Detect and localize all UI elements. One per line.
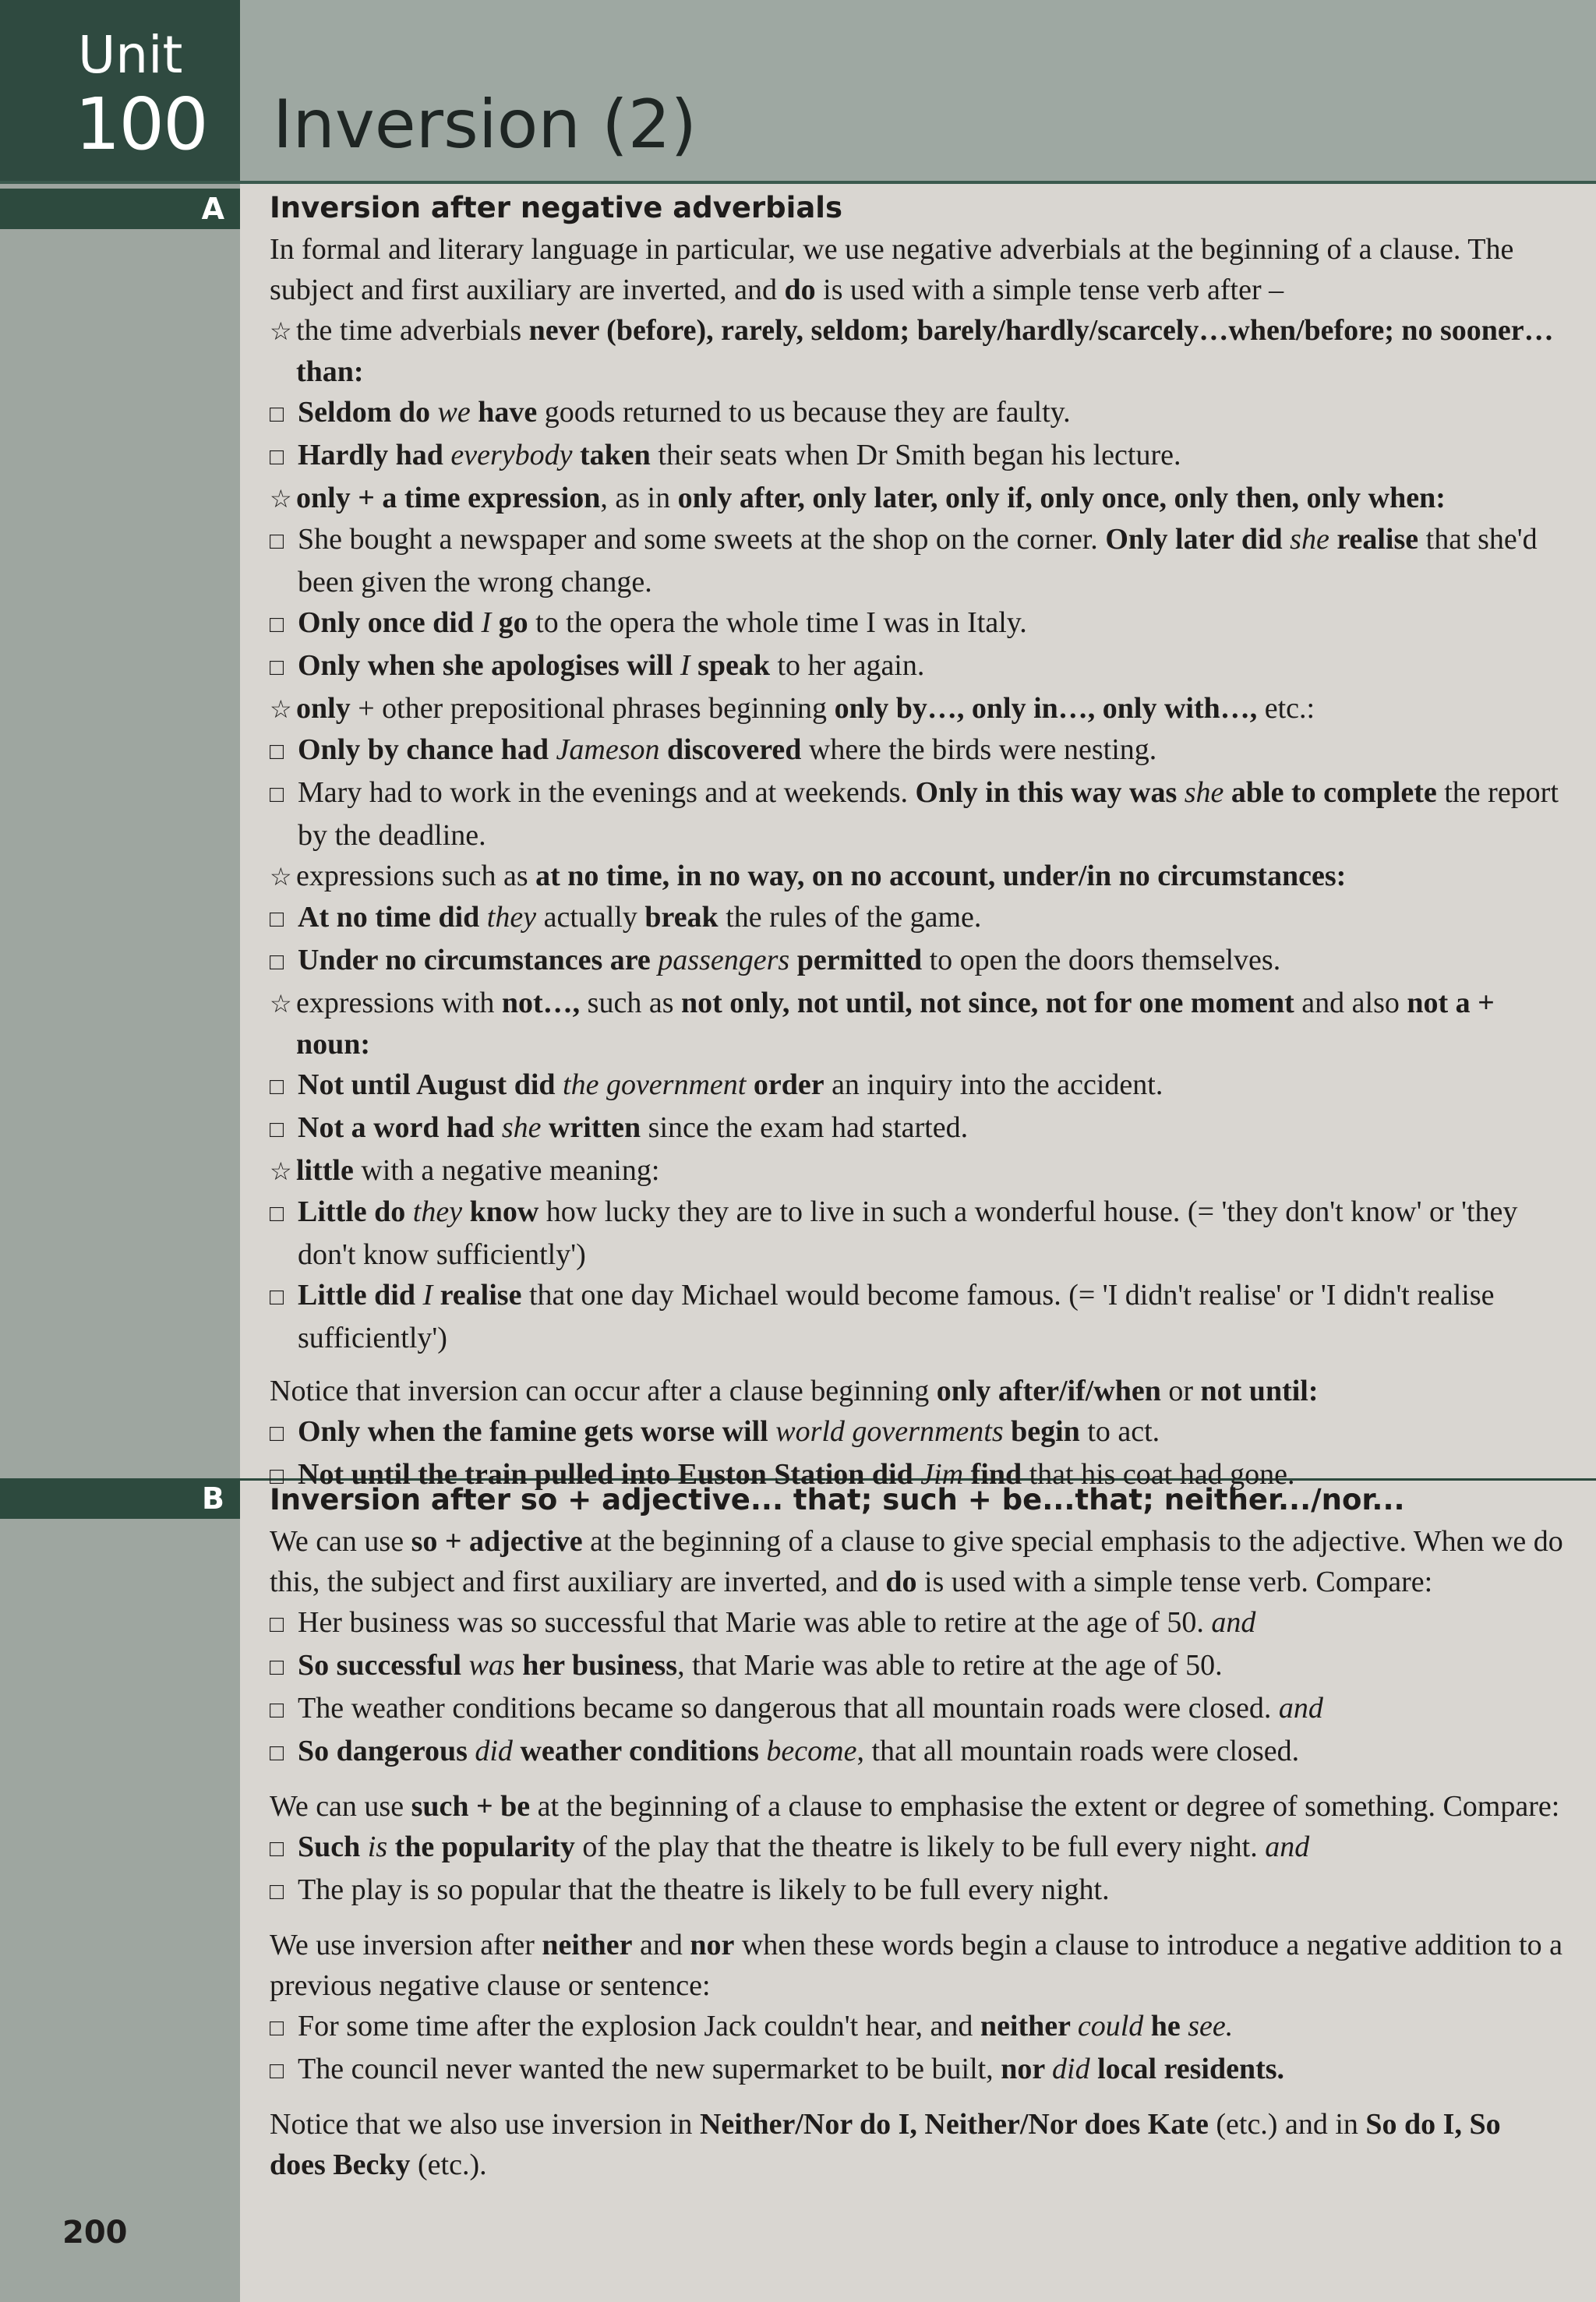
section-b-marker: B bbox=[0, 1478, 240, 1519]
square-icon: □ bbox=[270, 1117, 284, 1142]
section-b bbox=[270, 1479, 1563, 2185]
section-b-paragraph: We can use such + be at the beginning of a clause to emphasise the extent or degree of something. Compare: bbox=[270, 1790, 1560, 1823]
star-icon: ☆ bbox=[270, 317, 292, 345]
square-icon: □ bbox=[270, 1201, 284, 1227]
square-icon: □ bbox=[270, 1284, 284, 1310]
square-icon: □ bbox=[270, 1654, 284, 1680]
bullet-item: ☆ expressions such as at no time, in no way, on no account, under/in no circumstances: bbox=[270, 856, 1563, 897]
square-icon: □ bbox=[270, 401, 284, 427]
square-icon: □ bbox=[270, 2058, 284, 2084]
square-icon: □ bbox=[270, 444, 284, 470]
section-a-intro: In formal and literary language in particular, we use negative adverbials at the beginning of a clause. The subject and first auxiliary are inverted, and do is used with a simple tense verb after – bbox=[270, 233, 1514, 306]
example-sentence: □ For some time after the explosion Jack couldn't hear, and neither could he see. bbox=[270, 2006, 1563, 2049]
page-number: 200 bbox=[62, 2215, 128, 2251]
section-b-paragraph: We can use so + adjective at the beginning of a clause to give special emphasis to the adjective. When we do this, the subject and first auxiliary are inverted, and do is used with a simple tense verb. Compare: bbox=[270, 1525, 1563, 1598]
section-b-paragraphs bbox=[270, 1521, 1563, 2185]
star-icon: ☆ bbox=[270, 863, 292, 891]
example-sentence: □ The council never wanted the new supermarket to be built, nor did local residents. bbox=[270, 2049, 1563, 2092]
unit-label: Unit bbox=[78, 25, 183, 85]
example-sentence: □ Little did I realise that one day Michael would become famous. (= 'I didn't realise' or 'I didn't realise sufficiently') bbox=[270, 1279, 1495, 1354]
example-sentence: □ Hardly had everybody taken their seats when Dr Smith began his lecture. bbox=[270, 435, 1563, 478]
title-band bbox=[240, 0, 1596, 181]
section-a-marker: A bbox=[0, 189, 240, 229]
square-icon: □ bbox=[270, 1879, 284, 1905]
bullet-item: ☆ little with a negative meaning: bbox=[270, 1150, 1563, 1192]
star-icon: ☆ bbox=[270, 1157, 292, 1185]
star-icon: ☆ bbox=[270, 485, 292, 513]
square-icon: □ bbox=[270, 655, 284, 680]
square-icon: □ bbox=[270, 1074, 284, 1100]
unit-number: 100 bbox=[75, 83, 207, 166]
example-sentence: □ At no time did they actually break the rules of the game. bbox=[270, 897, 1563, 940]
section-b-heading: Inversion after so + adjective... that; such + be...that; neither.../nor... bbox=[270, 1483, 1405, 1516]
square-icon: □ bbox=[270, 1740, 284, 1766]
example-sentence: □ The weather conditions became so dangerous that all mountain roads were closed. and bbox=[270, 1688, 1563, 1731]
square-icon: □ bbox=[270, 739, 284, 764]
example-sentence: □ Under no circumstances are passengers permitted to open the doors themselves. bbox=[270, 940, 1563, 983]
example-sentence: □ Not a word had she written since the exam had started. bbox=[270, 1107, 1563, 1150]
square-icon: □ bbox=[270, 782, 284, 807]
square-icon: □ bbox=[270, 528, 284, 554]
unit-box bbox=[0, 0, 240, 181]
square-icon: □ bbox=[270, 612, 284, 637]
example-sentence: □ Little do they know how lucky they are to live in such a wonderful house. (= 'they don't know' or 'they don't know sufficiently') bbox=[270, 1195, 1518, 1271]
square-icon: □ bbox=[270, 1421, 284, 1446]
example-sentence: □ Not until the train pulled into Euston Station did Jim find that his coat had gone. bbox=[270, 1454, 1563, 1497]
bullet-item: ☆ expressions with not…, such as not only, not until, not since, not for one moment and also not a + noun: bbox=[270, 983, 1563, 1064]
left-margin-column bbox=[0, 184, 240, 2302]
example-sentence: □ Only when the famine gets worse will world governments begin to act. bbox=[270, 1411, 1563, 1454]
example-sentence: □ Not until August did the government order an inquiry into the accident. bbox=[270, 1064, 1563, 1107]
star-icon: ☆ bbox=[270, 695, 292, 723]
example-sentence: □ She bought a newspaper and some sweets at the shop on the corner. Only later did she realise that she'd been given the wrong change. bbox=[270, 523, 1538, 598]
example-sentence: □ Only when she apologises will I speak to her again. bbox=[270, 645, 1563, 688]
example-sentence: □ Mary had to work in the evenings and at weekends. Only in this way was she able to complete the report by the deadline. bbox=[270, 776, 1559, 852]
square-icon: □ bbox=[270, 1697, 284, 1723]
square-icon: □ bbox=[270, 949, 284, 975]
square-icon: □ bbox=[270, 1612, 284, 1637]
square-icon: □ bbox=[270, 906, 284, 932]
example-sentence: □ Such is the popularity of the play that the theatre is likely to be full every night. and bbox=[270, 1827, 1563, 1869]
example-sentence: □ Seldom do we have goods returned to us because they are faulty. bbox=[270, 392, 1563, 435]
example-sentence: □ Only by chance had Jameson discovered where the birds were nesting. bbox=[270, 729, 1563, 772]
example-sentence: □ Only once did I go to the opera the whole time I was in Italy. bbox=[270, 602, 1563, 645]
example-sentence: □ So successful was her business, that Marie was able to retire at the age of 50. bbox=[270, 1645, 1563, 1688]
example-sentence: □ So dangerous did weather conditions become, that all mountain roads were closed. bbox=[270, 1731, 1563, 1774]
example-sentence: □ The play is so popular that the theatre is likely to be full every night. bbox=[270, 1869, 1563, 1912]
bullet-item: ☆ only + other prepositional phrases beginning only by…, only in…, only with…, etc.: bbox=[270, 688, 1563, 729]
square-icon: □ bbox=[270, 1463, 284, 1489]
bullet-item: ☆ only + a time expression, as in only after, only later, only if, only once, only then, only when: bbox=[270, 478, 1563, 519]
section-a-groups bbox=[270, 310, 1563, 1358]
section-a bbox=[270, 187, 1563, 1497]
section-b-paragraph: We use inversion after neither and nor when these words begin a clause to introduce a negative addition to a previous negative clause or sentence: bbox=[270, 1929, 1562, 2002]
star-icon: ☆ bbox=[270, 990, 292, 1018]
page-title: Inversion (2) bbox=[273, 86, 697, 164]
square-icon: □ bbox=[270, 1836, 284, 1862]
section-a-notice: Notice that inversion can occur after a clause beginning only after/if/when or not until: bbox=[270, 1375, 1319, 1407]
section-a-heading: Inversion after negative adverbials bbox=[270, 191, 842, 224]
example-sentence: □ Her business was so successful that Marie was able to retire at the age of 50. and bbox=[270, 1602, 1563, 1645]
section-b-paragraph: Notice that we also use inversion in Neither/Nor do I, Neither/Nor does Kate (etc.) and in So do I, So does Becky (etc.). bbox=[270, 2108, 1501, 2181]
square-icon: □ bbox=[270, 2015, 284, 2041]
bullet-item: ☆ the time adverbials never (before), rarely, seldom; barely/hardly/scarcely…when/before; no sooner…than: bbox=[270, 310, 1563, 392]
